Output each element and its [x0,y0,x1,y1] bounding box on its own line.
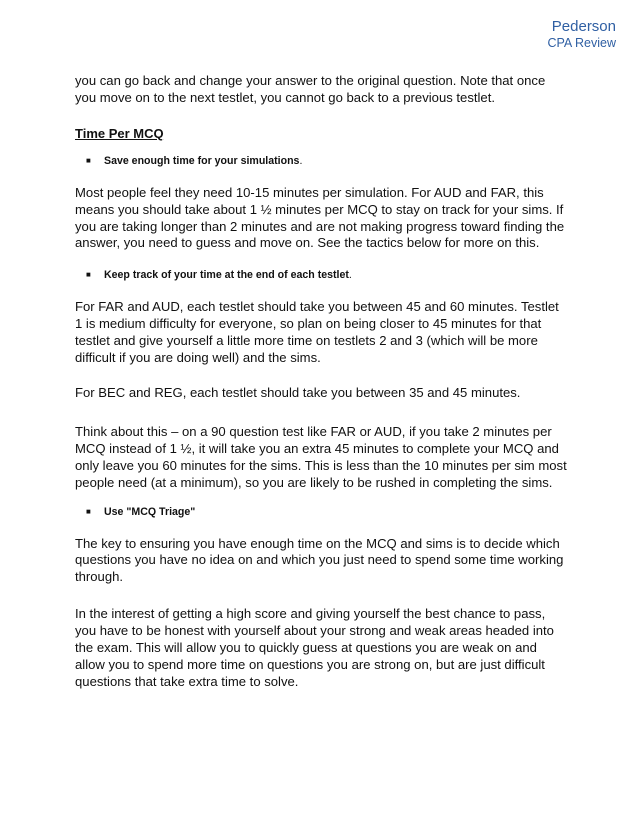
bullet-square-icon: ■ [86,270,91,280]
bullet-track-time-period: . [348,269,352,282]
paragraph-intro: you can go back and change your answer to the original question. Note that once you move on to the next testlet, you cannot go back to a previous testlet. [75,73,546,105]
paragraph-think-about-this: Think about this – on a 90 question test like FAR or AUD, if you take 2 minutes per MCQ instead of 1 ½, it will take you an extra 45 minutes to complete your MCQ and only leave you 60 minutes for the sims. This is less than the 10 minutes per sim most people need (at a minimum), so you are likely to be rushed in completing the sims. [75,423,567,490]
bullet-save-time-period: . [299,154,303,167]
bullet-save-time-text: Save enough time for your simulations [104,154,300,167]
document-body [75,73,567,691]
bullet-square-icon: ■ [86,155,91,165]
paragraph-far-aud-testlets: For FAR and AUD, each testlet should take you between 45 and 60 minutes. Testlet 1 is medium difficulty for everyone, so plan on being closer to 45 minutes for that testlet and give yourself a little more time on testlets 2 and 3 (which will be more difficult if you are doing well) and the sims. [75,299,559,366]
bullet-mcq-triage [75,505,567,519]
paragraph-bec-reg-testlets: For BEC and REG, each testlet should take you between 35 and 45 minutes. [75,384,521,400]
logo-line-pederson: Pederson [551,18,616,35]
bullet-track-time-text: Keep track of your time at the end of each testlet [104,269,349,282]
section-heading-time-per-mcq: Time Per MCQ [75,125,164,141]
pederson-cpa-review-logo [547,18,616,51]
bullet-square-icon: ■ [86,506,91,516]
paragraph-interest-high-score: In the interest of getting a high score and giving yourself the best chance to pass, you have to be honest with yourself about your strong and weak areas headed into the exam. This will allow you to quickly guess at questions you are weak on and allow you to spend more time on questions you are strong on, but are just difficult questions that take extra time to solve. [75,606,554,689]
paragraph-key-to-ensuring: The key to ensuring you have enough time on the MCQ and sims is to decide which questions you have no idea on and which you just need to spend some time working through. [75,535,564,585]
bullet-mcq-triage-text: Use "MCQ Triage" [104,505,196,518]
bullet-track-time [75,268,567,282]
logo-line-cpa-review: CPA Review [547,36,616,50]
paragraph-minutes-per-sim: Most people feel they need 10-15 minutes per simulation. For AUD and FAR, this means you should take about 1 ½ minutes per MCQ to stay on track for your sims. If you are taking longer than 2 minutes and are not making progress toward finding the answer, you need to guess and move on. See the tactics below for more on this. [75,184,565,251]
bullet-save-time [75,154,567,168]
